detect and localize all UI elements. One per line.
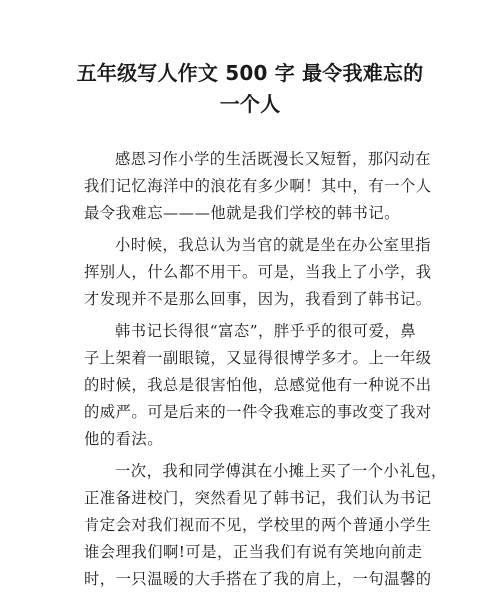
text-line: 挥别人，什么都不用干。可是，当我上了小学，我 (84, 263, 432, 281)
text-line: 肯定会对我们视而不见，学校里的两个普通小学生 (84, 516, 432, 534)
title-line: 一个人 (219, 92, 281, 116)
paragraph-1 (84, 146, 432, 227)
document-title (60, 58, 440, 120)
text-line: 最令我难忘———他就是我们学校的韩书记。 (84, 204, 400, 222)
text-line: 才发现并不是那么回事，因为，我看到了韩书记。 (84, 290, 432, 308)
text-line: 的时候，我总是很害怕他，总感觉他有一种说不出 (84, 376, 432, 394)
text-line: 我们记忆海洋中的浪花有多少啊！其中，有一个人 (84, 177, 432, 195)
text-line: 他的看法。 (84, 430, 163, 448)
text-line: 时，一只温暖的大手搭在了我的肩上，一句温馨的 (84, 570, 432, 588)
paragraph-3 (84, 318, 432, 453)
essay-body (84, 146, 447, 598)
text-line: 小时候，我总认为当官的就是坐在办公室里指 (115, 236, 431, 254)
paragraph-2 (84, 232, 432, 313)
title-line: 五年级写人作文 500 字 最令我难忘的 (76, 61, 424, 85)
paragraph-4 (84, 458, 447, 593)
text-line: 的威严。可是后来的一件令我难忘的事改变了我对 (84, 403, 432, 421)
text-line: 韩书记长得很“富态”，胖乎乎的很可爱，鼻 (115, 322, 416, 340)
text-line: 谁会理我们啊!可是，正当我们有说有笑地向前走 (84, 543, 423, 561)
text-line: 一次，我和同学傅淇在小摊上买了一个小礼包， (115, 462, 447, 480)
text-line: 子上架着一副眼镜，又显得很博学多才。上一年级 (84, 349, 432, 367)
text-line: 正准备进校门，突然看见了韩书记，我们认为书记 (84, 489, 432, 507)
text-line: 感恩习作小学的生活既漫长又短暂，那闪动在 (115, 150, 431, 168)
